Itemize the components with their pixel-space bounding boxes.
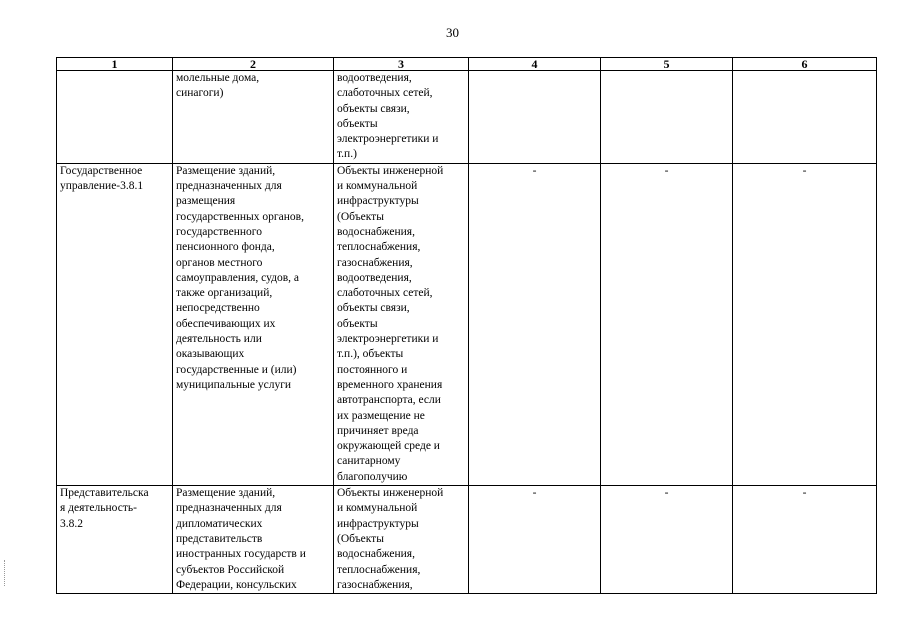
cell-col6: - <box>733 486 877 594</box>
table-header-row <box>57 58 877 71</box>
table-row <box>57 71 877 164</box>
page-number: 30 <box>446 25 459 40</box>
cell-auxiliary-uses: Объекты инженерной и коммунальной инфраструктуры (Объекты водоснабжения, теплоснабжения, газоснабжения, <box>334 486 469 594</box>
cell-col5: - <box>601 486 733 594</box>
column-header-3: 3 <box>334 58 469 71</box>
column-header-4: 4 <box>469 58 601 71</box>
cell-description: Размещение зданий, предназначенных для размещения государственных органов, государственного пенсионного фонда, органов местного самоуправления, судов, а также организаций, непосредственно обеспечивающих их деятельность или оказывающих государственные и (или) муниципальные услуги <box>173 163 334 485</box>
cell-col5: - <box>601 163 733 485</box>
cell-description: молельные дома, синагоги) <box>173 71 334 164</box>
cell-col6 <box>733 71 877 164</box>
regulations-table <box>56 57 877 594</box>
column-header-5: 5 <box>601 58 733 71</box>
cell-col4 <box>469 71 601 164</box>
table-row <box>57 163 877 485</box>
cell-auxiliary-uses: Объекты инженерной и коммунальной инфраструктуры (Объекты водоснабжения, теплоснабжения, газоснабжения, водоотведения, слаботочных сетей, объекты связи, объекты электроэнергетики и т.п.), объекты постоянного и временного хранения автотранспорта, если их размещение не причиняет вреда окружающей среде и санитарному благополучию <box>334 163 469 485</box>
column-header-2: 2 <box>173 58 334 71</box>
cell-use-type <box>57 71 173 164</box>
cell-col6: - <box>733 163 877 485</box>
cell-use-type: Представительска я деятельность- 3.8.2 <box>57 486 173 594</box>
cell-col5 <box>601 71 733 164</box>
cell-description: Размещение зданий, предназначенных для дипломатических представительств иностранных государств и субъектов Российской Федерации, консульских <box>173 486 334 594</box>
cell-col4: - <box>469 163 601 485</box>
column-header-1: 1 <box>57 58 173 71</box>
column-header-6: 6 <box>733 58 877 71</box>
cell-col4: - <box>469 486 601 594</box>
cell-auxiliary-uses: водоотведения, слаботочных сетей, объекты связи, объекты электроэнергетики и т.п.) <box>334 71 469 164</box>
scan-artifact <box>4 560 8 586</box>
table-row <box>57 486 877 594</box>
cell-use-type: Государственное управление-3.8.1 <box>57 163 173 485</box>
